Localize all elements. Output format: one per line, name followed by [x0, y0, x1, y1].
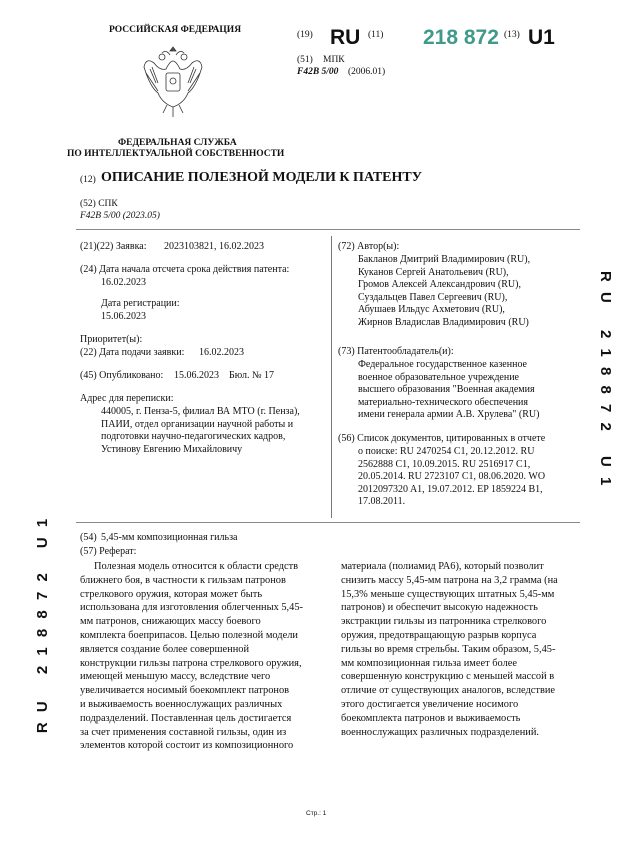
owner-line: военное образовательное учреждение [358, 371, 519, 383]
author-item: Бакланов Дмитрий Владимирович (RU), [358, 254, 531, 265]
country-name: РОССИЙСКАЯ ФЕДЕРАЦИЯ [109, 25, 242, 35]
published-label: (45) Опубликовано: [80, 370, 164, 381]
side-patent-id-right: R U2 1 8 8 7 2U 1 [597, 271, 614, 489]
abstract-line: мм композиционная гильза имеет более [341, 657, 518, 669]
author-item: Громов Алексей Александрович (RU), [358, 279, 521, 290]
application-label: (21)(22) Заявка: [80, 241, 147, 252]
divider-bottom [76, 522, 580, 523]
abstract-line: оружия, предотвращающую разрыв корпуса [341, 629, 537, 641]
mpk-year: (2006.01) [348, 67, 386, 77]
cited-docs-line: 2012097320 A1, 19.07.2012. EP 1859224 B1, [358, 483, 543, 495]
coat-of-arms-emblem [140, 43, 206, 121]
name-code: (54) [80, 532, 97, 543]
abstract-line: совершенную конструкцию с меньшей массой в [341, 671, 555, 683]
registration-value: 15.06.2023 [101, 311, 146, 322]
abstract-line: использована для изготовления облегченных 5,45- [80, 602, 304, 614]
authors-list [358, 254, 530, 329]
author-item: Жирнов Владислав Владимирович (RU) [358, 316, 529, 328]
abstract-label: (57) Реферат: [80, 546, 137, 557]
address-block [101, 406, 300, 456]
abstract-line: военнослужащих различных подразделений. [341, 726, 540, 738]
abstract-line: отличие от существующих аналогов, вследствие [341, 685, 556, 697]
abstract-line: подразделений. Поставленная цель достигается [80, 712, 292, 724]
address-label: Адрес для переписки: [80, 393, 174, 404]
abstract-line: снизить массу 5,45-мм патрона на 3,2 грамма (на [341, 574, 558, 586]
abstract-left-column [80, 560, 320, 753]
start-date-label: (24) Дата начала отсчета срока действия патента: [80, 264, 290, 275]
column-divider [331, 236, 332, 518]
address-line: 440005, г. Пенза-5, филиал ВА МТО (г. Пенза), [101, 406, 300, 417]
divider-top [76, 229, 580, 230]
cited-docs-line: 20.05.2014. RU 2723107 C1, 08.06.2020. WO [358, 471, 546, 482]
abstract-line: комплекта боеприпасов. Целью полезной модели [80, 629, 298, 641]
patent-number: 218 872 [423, 26, 499, 49]
utility-model-name: 5,45-мм композиционная гильза [101, 532, 238, 543]
abstract-right-column [341, 560, 581, 739]
published-value: 15.06.2023 [174, 370, 219, 381]
side-patent-id-left: R U2 1 8 8 7 2U 1 [34, 516, 51, 734]
code-13: (13) [504, 30, 520, 40]
owner-line: Федеральное государственное казенное [358, 359, 527, 370]
abstract-line: является создание более совершенной [80, 643, 250, 655]
abstract-line: экстракции гильзы из патронника стрелкового [341, 616, 547, 628]
filing-label: (22) Дата подачи заявки: [80, 347, 185, 358]
bulletin-number: Бюл. № 17 [229, 370, 274, 381]
mpk-class: F42B 5/00 [297, 67, 339, 77]
abstract-line: 15,3% меньше существующих штатных 5,45-мм [341, 588, 555, 600]
filing-value: 16.02.2023 [199, 347, 244, 358]
agency-line-1: ФЕДЕРАЛЬНАЯ СЛУЖБА [118, 138, 237, 148]
code-19: (19) [297, 30, 313, 40]
title-code: (12) [80, 175, 96, 185]
cited-docs-label: (56) Список документов, цитированных в отчете [338, 433, 546, 444]
author-item: Абушаев Ильдус Ахметович (RU), [358, 304, 505, 315]
abstract-line: материала (полиамид РА6), который позволит [341, 561, 544, 572]
code-11: (11) [368, 30, 384, 40]
abstract-line: конструкции гильзы патрона стрелкового оружия, [80, 657, 302, 669]
cited-docs-line: о поиске: RU 2470254 C1, 20.12.2012. RU [358, 446, 535, 457]
start-date-value: 16.02.2023 [101, 277, 146, 288]
abstract-line: гильзы во время стрельбы. Таким образом, 5,45- [341, 643, 556, 655]
registration-label: Дата регистрации: [101, 298, 180, 309]
mpk-label: МПК [323, 55, 345, 65]
kind-code: U1 [528, 26, 555, 49]
spk-label: (52) СПК [80, 199, 118, 209]
abstract-line: и выживаемость военнослужащих различных [80, 698, 283, 710]
abstract-line: за счет применения составной гильзы, один из [80, 726, 287, 738]
abstract-line: патронов) и обеспечит высокую надежность [341, 602, 538, 614]
abstract-line: стрелкового оружия, которая может быть [80, 588, 263, 600]
cited-docs-line: 2562888 C1, 10.09.2015. RU 2516917 C1, [358, 458, 531, 470]
page-footer: Стр.: 1 [306, 810, 327, 817]
code-51: (51) [297, 55, 313, 65]
abstract-line: боекомплекта патронов и выживаемость [341, 712, 521, 724]
owner-line: материально-технического обеспечения [358, 396, 528, 408]
priority-label: Приоритет(ы): [80, 334, 143, 345]
abstract-line: мм патронов, снижающих массу боевого [80, 616, 261, 628]
cited-docs-block [358, 446, 545, 509]
cited-docs-line: 17.08.2011. [358, 496, 406, 507]
authors-label: (72) Автор(ы): [338, 241, 400, 252]
address-line: Устинову Евгению Михайловичу [101, 443, 243, 455]
abstract-line: элементов которой состоит из композиционного [80, 740, 294, 752]
abstract-line: увеличивается носимый боекомплект патронов [80, 685, 290, 697]
agency-line-2: ПО ИНТЕЛЛЕКТУАЛЬНОЙ СОБСТВЕННОСТИ [67, 149, 285, 159]
abstract-line: этого достигается увеличение носимого [341, 698, 519, 710]
address-line: ПАИИ, отдел организации научной работы и [101, 418, 294, 430]
abstract-line: имеющей меньшую массу, вследствие чего [80, 671, 271, 683]
spk-value: F42B 5/00 (2023.05) [80, 211, 160, 221]
country-code: RU [330, 26, 361, 49]
application-value: 2023103821, 16.02.2023 [164, 241, 264, 252]
author-item: Суздальцев Павел Сергеевич (RU), [358, 291, 508, 303]
owner-line: имени генерала армии А.В. Хрулева" (RU) [358, 409, 540, 420]
address-line: подготовки научно-педагогических кадров, [101, 431, 286, 442]
abstract-line: Полезная модель относится к области средств [94, 561, 299, 572]
author-item: Куканов Сергей Анатольевич (RU), [358, 266, 509, 278]
abstract-line: ближнего боя, в частности к гильзам патронов [80, 574, 286, 586]
document-title: ОПИСАНИЕ ПОЛЕЗНОЙ МОДЕЛИ К ПАТЕНТУ [101, 170, 423, 185]
owner-line: высшего образования "Военная академия [358, 384, 535, 395]
owner-label: (73) Патентообладатель(и): [338, 346, 454, 357]
owner-block [358, 359, 539, 422]
